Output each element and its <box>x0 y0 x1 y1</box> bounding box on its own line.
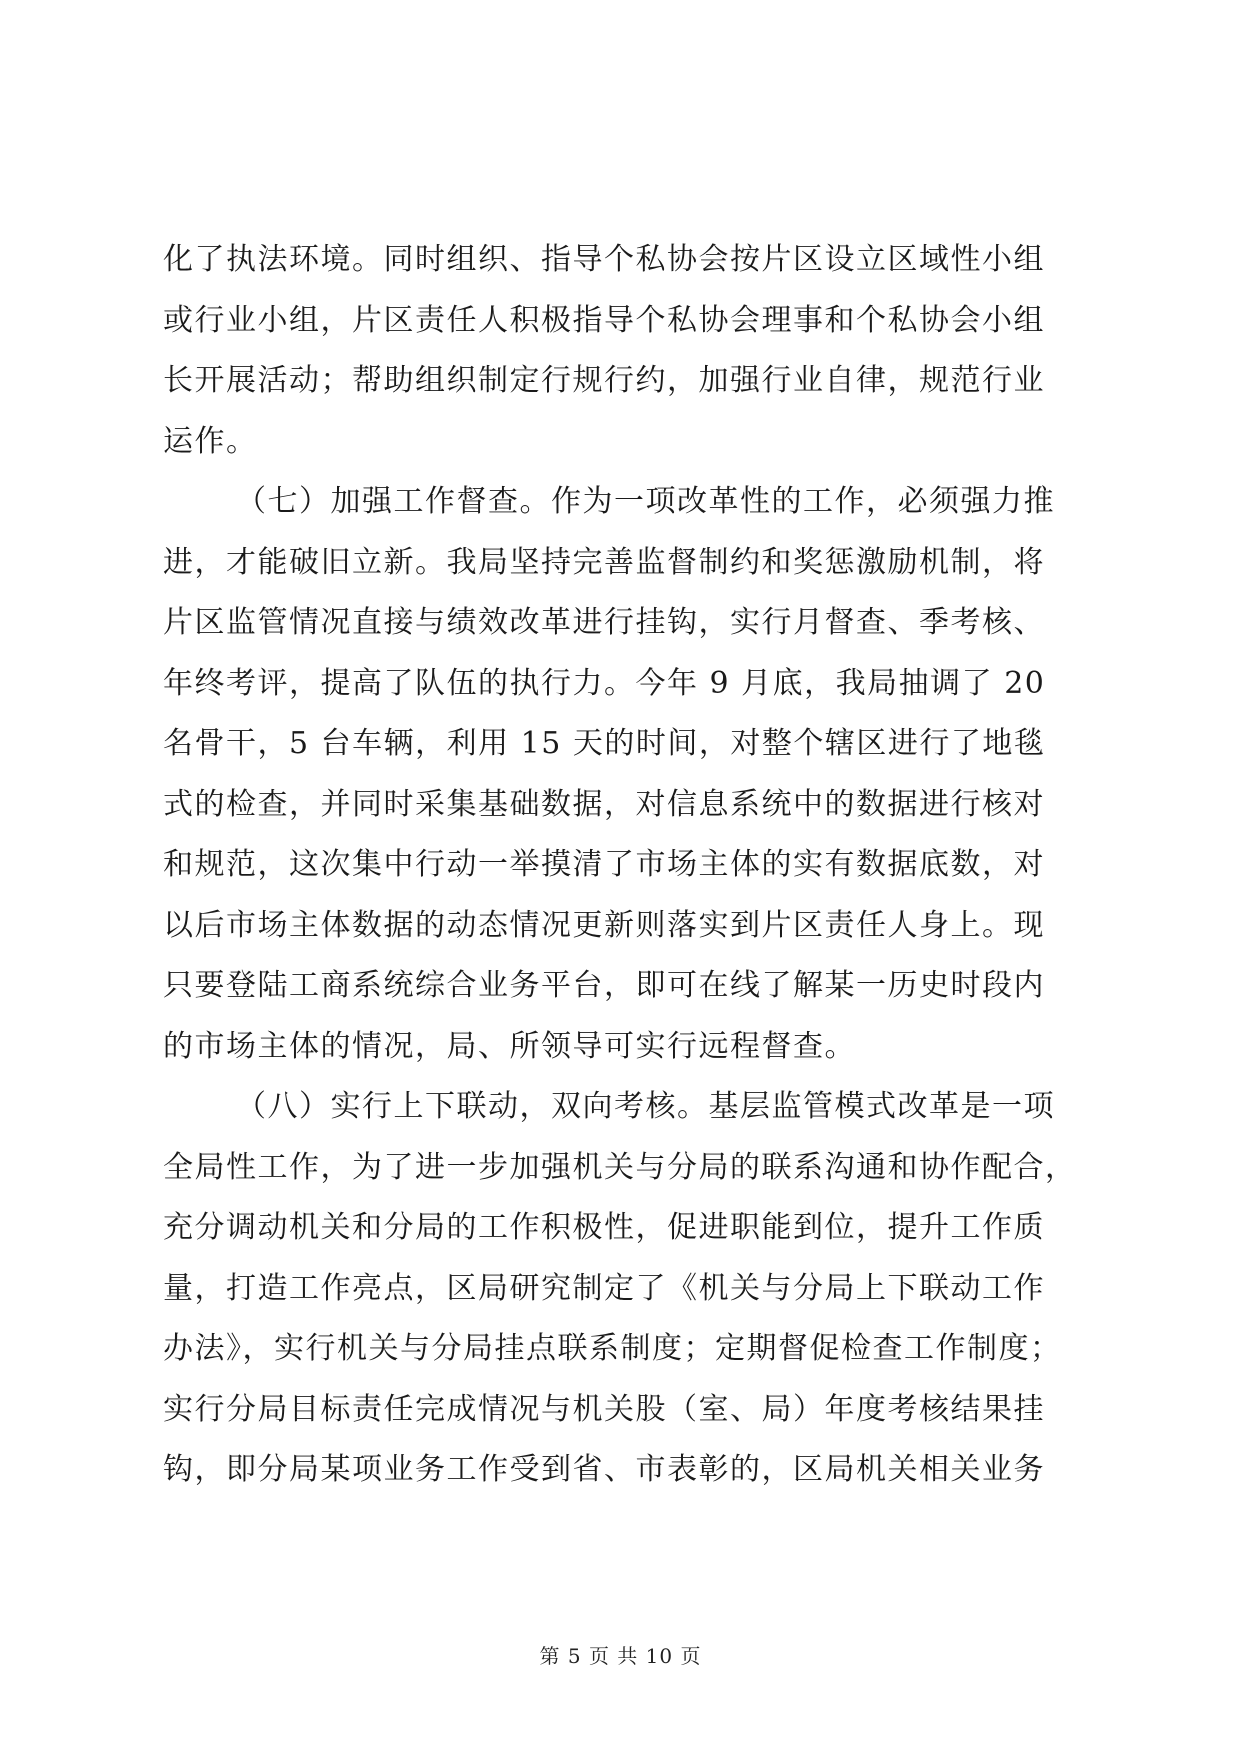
text-line: 实行分局目标责任完成情况与机关股（室、局）年度考核结果挂 <box>163 1392 1045 1427</box>
text-line: 进，才能破旧立新。我局坚持完善监督制约和奖惩激励机制，将 <box>163 545 1045 580</box>
text-line: 式的检查，并同时采集基础数据，对信息系统中的数据进行核对 <box>163 787 1045 822</box>
text-line: 全局性工作，为了进一步加强机关与分局的联系沟通和协作配合， <box>163 1150 1077 1185</box>
text-line: 运作。 <box>163 424 258 459</box>
text-line: 办法》，实行机关与分局挂点联系制度；定期督促检查工作制度； <box>163 1331 1062 1366</box>
page-number-footer: 第 5 页 共 10 页 <box>539 1644 702 1668</box>
text-line: 年终考评，提高了队伍的执行力。今年 9 月底，我局抽调了 20 <box>163 666 1046 701</box>
text-line: 钩，即分局某项业务工作受到省、市表彰的，区局机关相关业务 <box>163 1452 1045 1487</box>
text-line: 充分调动机关和分局的工作积极性，促进职能到位，提升工作质 <box>163 1210 1045 1245</box>
text-line: 的市场主体的情况，局、所领导可实行远程督查。 <box>163 1029 856 1064</box>
text-line: 只要登陆工商系统综合业务平台，即可在线了解某一历史时段内 <box>163 968 1045 1003</box>
paragraph-heading-line: （八）实行上下联动，双向考核。基层监管模式改革是一项 <box>236 1089 1055 1124</box>
text-line: 化了执法环境。同时组织、指导个私协会按片区设立区域性小组 <box>163 242 1045 277</box>
text-line: 量，打造工作亮点，区局研究制定了《机关与分局上下联动工作 <box>163 1271 1045 1306</box>
text-line: 或行业小组，片区责任人积极指导个私协会理事和个私协会小组 <box>163 303 1045 338</box>
text-line: 长开展活动；帮助组织制定行规行约，加强行业自律，规范行业 <box>163 363 1045 398</box>
text-line: 片区监管情况直接与绩效改革进行挂钩，实行月督查、季考核、 <box>163 605 1045 640</box>
text-line: 以后市场主体数据的动态情况更新则落实到片区责任人身上。现 <box>163 908 1045 943</box>
text-line: 和规范，这次集中行动一举摸清了市场主体的实有数据底数，对 <box>163 847 1045 882</box>
text-line: 名骨干，5 台车辆，利用 15 天的时间，对整个辖区进行了地毯 <box>163 726 1046 761</box>
paragraph-heading-line: （七）加强工作督查。作为一项改革性的工作，必须强力推 <box>236 484 1055 519</box>
